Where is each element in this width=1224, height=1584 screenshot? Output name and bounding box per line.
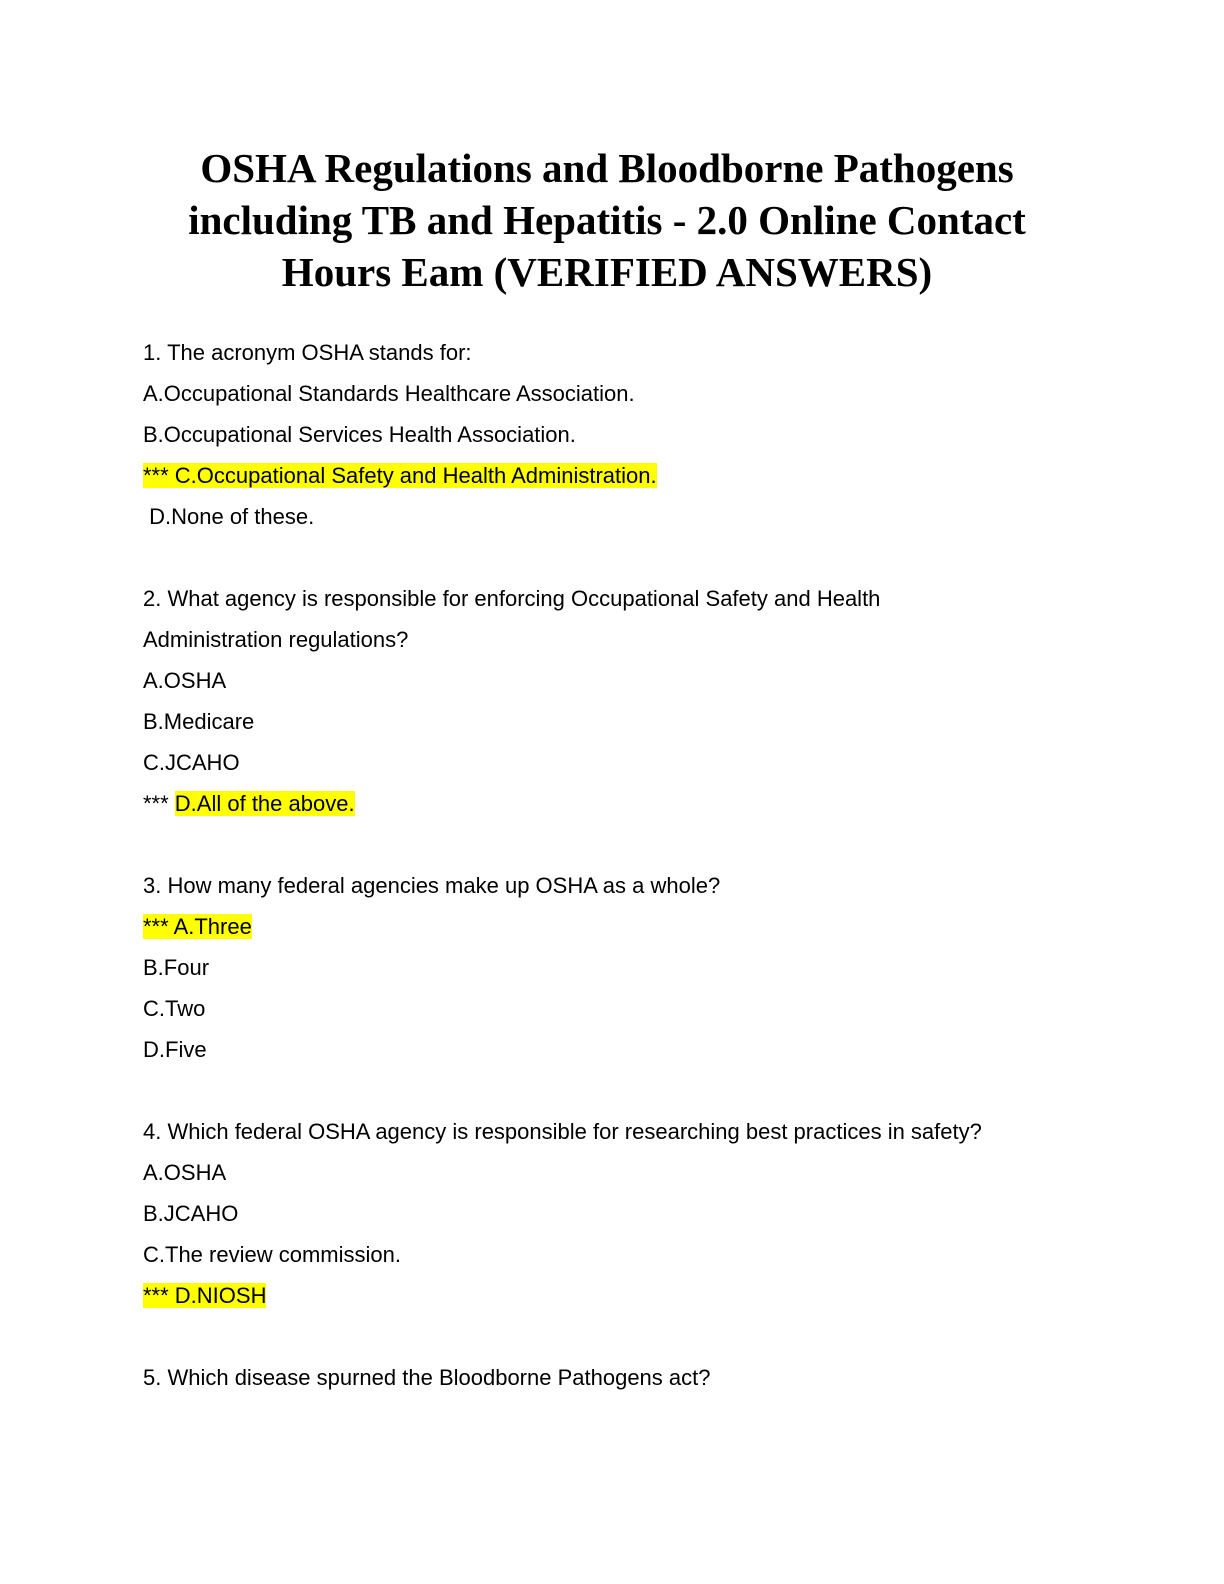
title-line-1: OSHA Regulations and Bloodborne Pathogens (200, 145, 1014, 191)
question-text-line-2: Administration regulations? (143, 627, 409, 652)
question-spacer (143, 1070, 1103, 1111)
answer-highlight: *** D.NIOSH (143, 1283, 267, 1308)
question-5 (143, 1357, 1103, 1398)
answer-option-c: C.Two (143, 996, 206, 1021)
question-text-line-1: 2. What agency is responsible for enforcing Occupational Safety and Health (143, 586, 881, 611)
answer-option-b: B.Four (143, 955, 210, 980)
answer-option-a: A.OSHA (143, 668, 227, 693)
answer-highlight: *** C.Occupational Safety and Health Administration. (143, 463, 657, 488)
answer-option-c: C.The review commission. (143, 1242, 401, 1267)
answer-option-b: B.Occupational Services Health Association. (143, 422, 576, 447)
answer-option-d: D.Five (143, 1037, 207, 1062)
document-title (100, 142, 1114, 298)
title-line-3: Hours Eam (VERIFIED ANSWERS) (281, 249, 933, 295)
answer-highlight: *** A.Three (143, 914, 252, 939)
title-line-2: including TB and Hepatitis - 2.0 Online Contact (188, 197, 1026, 243)
question-1 (143, 332, 1103, 537)
question-2 (143, 578, 1103, 824)
answer-option-d: D.None of these. (143, 504, 315, 529)
question-3 (143, 865, 1103, 1070)
question-text: 3. How many federal agencies make up OSHA as a whole? (143, 873, 721, 898)
question-list (143, 332, 1103, 1398)
question-text: 4. Which federal OSHA agency is responsible for researching best practices in safety? (143, 1119, 982, 1144)
answer-option-d-correct (143, 783, 1103, 824)
answer-highlight: D.All of the above. (174, 791, 355, 816)
answer-option-c-correct (143, 455, 1103, 496)
question-text: 5. Which disease spurned the Bloodborne Pathogens act? (143, 1365, 711, 1390)
question-spacer (143, 1316, 1103, 1357)
question-spacer (143, 824, 1103, 865)
answer-option-a: A.OSHA (143, 1160, 227, 1185)
question-text: 1. The acronym OSHA stands for: (143, 340, 472, 365)
correct-marker: *** (143, 791, 175, 816)
answer-option-a-correct (143, 906, 1103, 947)
answer-option-a: A.Occupational Standards Healthcare Association. (143, 381, 635, 406)
answer-option-b: B.Medicare (143, 709, 255, 734)
answer-option-c: C.JCAHO (143, 750, 240, 775)
question-4 (143, 1111, 1103, 1316)
question-spacer (143, 537, 1103, 578)
answer-option-d-correct (143, 1275, 1103, 1316)
answer-option-b: B.JCAHO (143, 1201, 239, 1226)
